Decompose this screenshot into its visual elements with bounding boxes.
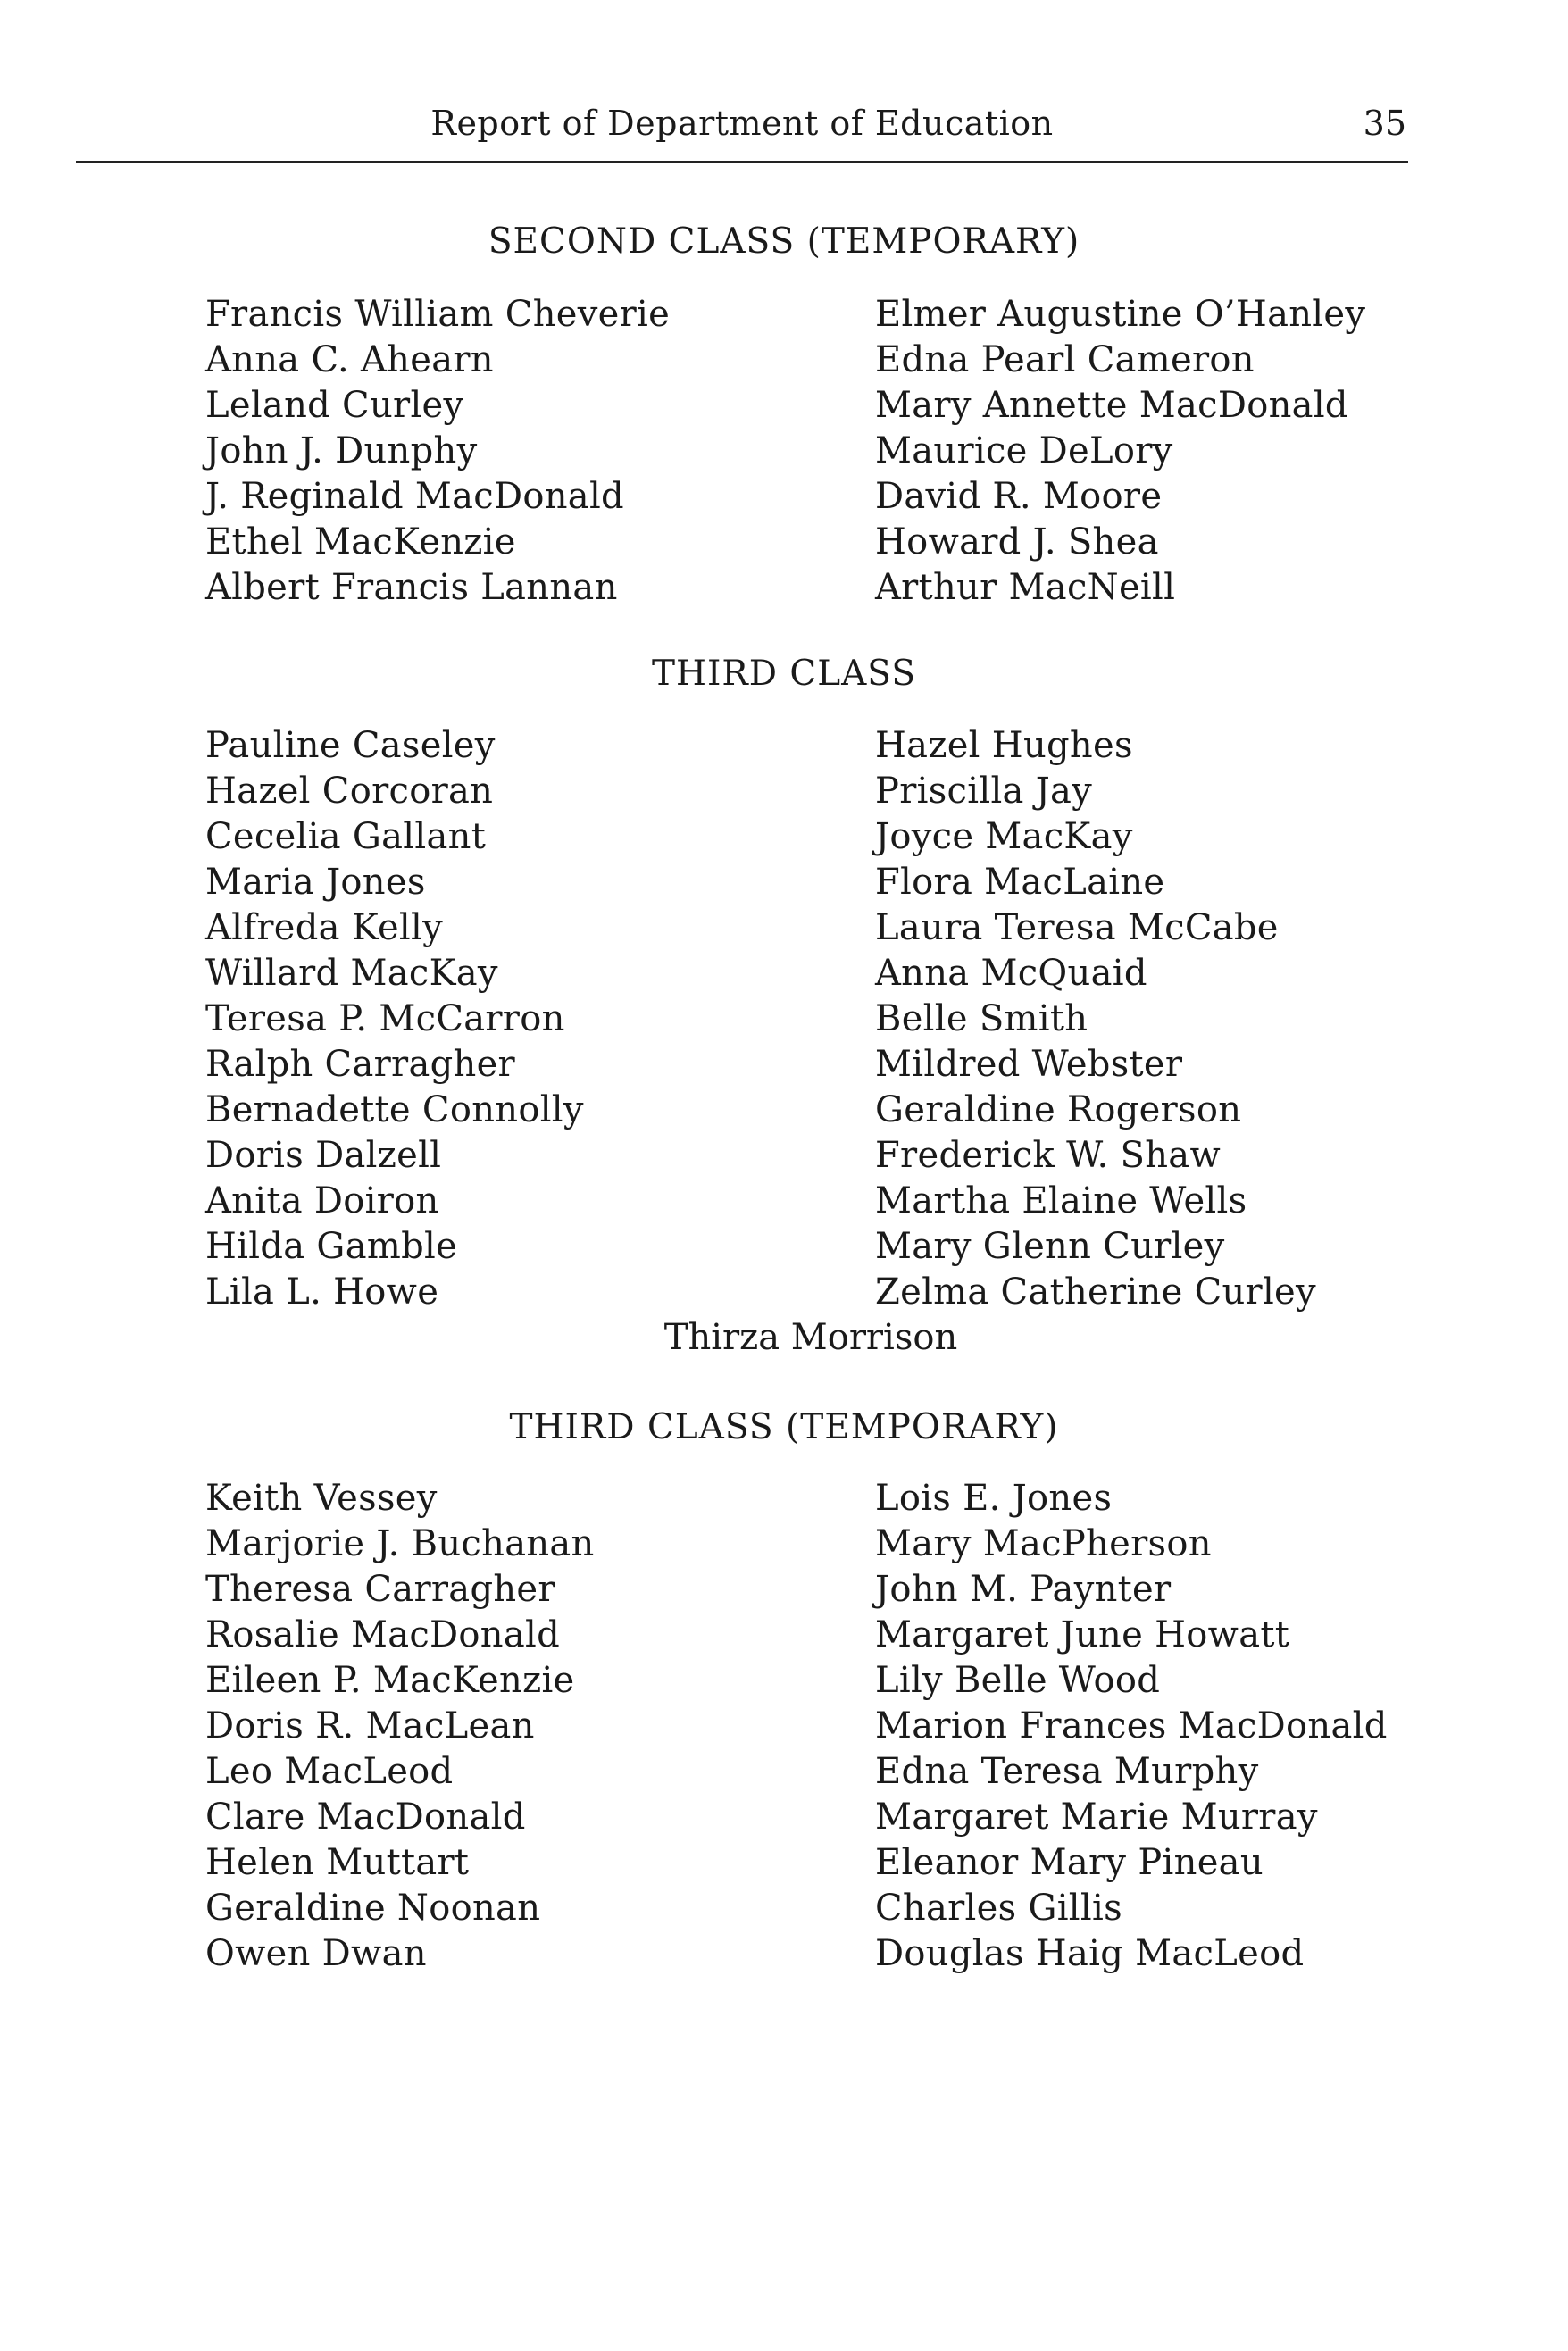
list-item: Clare MacDonald xyxy=(205,1797,526,1838)
list-item: Ethel MacKenzie xyxy=(205,521,516,563)
list-item: Helen Muttart xyxy=(205,1842,470,1883)
list-item: Maria Jones xyxy=(205,862,426,903)
list-item: Mary MacPherson xyxy=(875,1523,1212,1564)
list-item: Anna C. Ahearn xyxy=(205,339,494,380)
list-item: Joyce MacKay xyxy=(875,816,1133,857)
list-item: Maurice DeLory xyxy=(875,430,1173,471)
name-list-right xyxy=(875,292,1365,611)
name-list-left xyxy=(205,723,584,1315)
list-item: Belle Smith xyxy=(875,998,1088,1039)
list-item: Edna Teresa Murphy xyxy=(875,1751,1259,1792)
list-item: Keith Vessey xyxy=(205,1478,438,1519)
list-item: Hazel Hughes xyxy=(875,725,1133,766)
list-item: Leland Curley xyxy=(205,385,464,426)
list-item: Mary Glenn Curley xyxy=(875,1226,1225,1267)
list-item: J. Reginald MacDonald xyxy=(205,476,624,517)
list-item: Eileen P. MacKenzie xyxy=(205,1660,575,1701)
list-item: Arthur MacNeill xyxy=(875,567,1176,608)
running-header xyxy=(76,98,1408,163)
section-title-second-class-temporary: SECOND CLASS (TEMPORARY) xyxy=(488,221,1080,262)
list-item: Frederick W. Shaw xyxy=(875,1135,1221,1176)
list-item: Bernadette Connolly xyxy=(205,1089,584,1130)
list-item: Pauline Caseley xyxy=(205,725,496,766)
list-item: Theresa Carragher xyxy=(205,1569,555,1610)
list-item: Laura Teresa McCabe xyxy=(875,907,1279,948)
list-item: Owen Dwan xyxy=(205,1933,427,1974)
name-list-right xyxy=(875,1476,1388,1977)
list-item: Eleanor Mary Pineau xyxy=(875,1842,1264,1883)
list-item: Charles Gillis xyxy=(875,1888,1122,1929)
list-item: Flora MacLaine xyxy=(875,862,1165,903)
running-title: Report of Department of Education xyxy=(430,104,1054,143)
page-number: 35 xyxy=(1363,104,1406,143)
list-item: Alfreda Kelly xyxy=(205,907,444,948)
list-item: David R. Moore xyxy=(875,476,1163,517)
list-item: Margaret June Howatt xyxy=(875,1614,1290,1655)
list-item: Geraldine Noonan xyxy=(205,1888,541,1929)
list-item: Edna Pearl Cameron xyxy=(875,339,1255,380)
list-item: Anita Doiron xyxy=(205,1180,439,1221)
list-item: Ralph Carragher xyxy=(205,1044,515,1085)
list-item: Albert Francis Lannan xyxy=(205,567,618,608)
list-item: John J. Dunphy xyxy=(205,430,478,471)
name-list-right xyxy=(875,723,1316,1315)
list-item: Mildred Webster xyxy=(875,1044,1183,1085)
list-item: Doris Dalzell xyxy=(205,1135,442,1176)
list-item: Geraldine Rogerson xyxy=(875,1089,1242,1130)
list-item: Lila L. Howe xyxy=(205,1271,439,1313)
list-item: Howard J. Shea xyxy=(875,521,1159,563)
list-item: Anna McQuaid xyxy=(875,953,1147,994)
list-item: Martha Elaine Wells xyxy=(875,1180,1247,1221)
list-item: Rosalie MacDonald xyxy=(205,1614,561,1655)
list-item: Marion Frances MacDonald xyxy=(875,1705,1388,1747)
centered-list-item: Thirza Morrison xyxy=(663,1317,958,1358)
name-list-left xyxy=(205,292,670,611)
list-item: Marjorie J. Buchanan xyxy=(205,1523,595,1564)
list-item: Doris R. MacLean xyxy=(205,1705,535,1747)
list-item: Willard MacKay xyxy=(205,953,498,994)
list-item: Leo MacLeod xyxy=(205,1751,454,1792)
list-item: Zelma Catherine Curley xyxy=(875,1271,1316,1313)
list-item: Priscilla Jay xyxy=(875,771,1093,812)
list-item: Elmer Augustine O’Hanley xyxy=(875,294,1366,335)
list-item: Lois E. Jones xyxy=(875,1478,1113,1519)
list-item: Douglas Haig MacLeod xyxy=(875,1933,1305,1974)
list-item: Hazel Corcoran xyxy=(205,771,494,812)
section-title-third-class: THIRD CLASS xyxy=(651,654,917,694)
list-item: Mary Annette MacDonald xyxy=(875,385,1348,426)
list-item: Hilda Gamble xyxy=(205,1226,458,1267)
list-item: Margaret Marie Murray xyxy=(875,1797,1318,1838)
list-item: Teresa P. McCarron xyxy=(205,998,565,1039)
list-item: Cecelia Gallant xyxy=(205,816,487,857)
list-item: John M. Paynter xyxy=(875,1569,1172,1610)
section-title-third-class-temporary: THIRD CLASS (TEMPORARY) xyxy=(509,1407,1059,1447)
list-item: Lily Belle Wood xyxy=(875,1660,1161,1701)
list-item: Francis William Cheverie xyxy=(205,294,671,335)
name-list-left xyxy=(205,1476,595,1977)
